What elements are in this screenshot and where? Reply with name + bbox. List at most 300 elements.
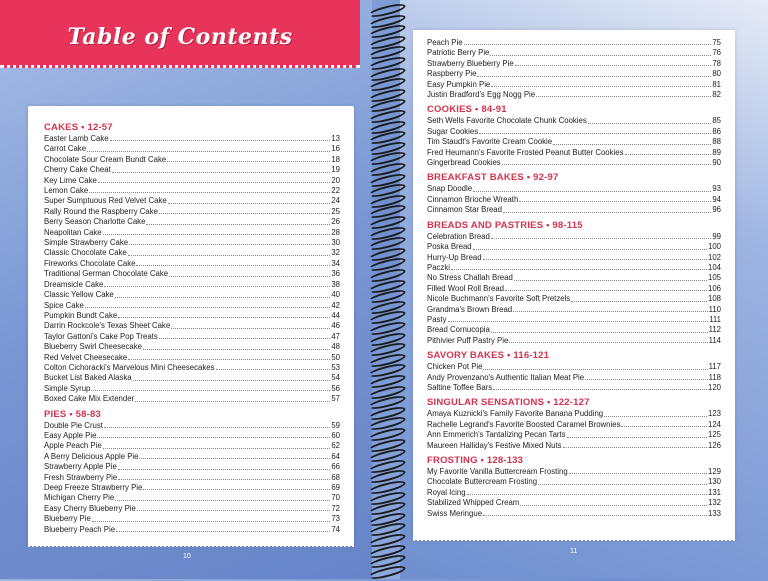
- toc-entry: [427, 383, 721, 393]
- entry-title: Fred Heumann's Favorite Frosted Peanut Butter Cookies: [427, 147, 624, 157]
- entry-page: 73: [331, 514, 340, 524]
- dot-leader: [139, 458, 330, 459]
- entry-page: 85: [712, 116, 721, 126]
- dot-leader: [588, 123, 712, 124]
- entry-page: 26: [331, 217, 340, 227]
- entry-page: 38: [331, 279, 340, 289]
- entry-title: Cinnamon Star Bread: [427, 205, 502, 215]
- toc-entry: [44, 384, 340, 394]
- entry-page: 86: [712, 126, 721, 136]
- dot-leader: [112, 172, 331, 173]
- entry-title: Chocolate Buttercream Frosting: [427, 477, 538, 487]
- section-heading: SINGULAR SENSATIONS • 122-127: [427, 397, 590, 409]
- entry-title: Red Velvet Cheesecake: [44, 352, 128, 362]
- entry-title: Rachelle Legrand's Favorite Boosted Caramel Brownies: [427, 419, 621, 429]
- entry-title: Easy Pumpkin Pie: [427, 79, 491, 89]
- dot-leader: [491, 86, 711, 87]
- toc-entry: [427, 325, 721, 335]
- entry-page: 53: [331, 362, 340, 372]
- entry-page: 75: [712, 38, 721, 47]
- toc-entry: [427, 38, 721, 48]
- entry-title: Chicken Pot Pie: [427, 362, 483, 372]
- toc-entry: [44, 311, 340, 321]
- toc-entry: [427, 116, 721, 126]
- entry-title: Easy Apple Pie: [44, 430, 97, 440]
- entry-page: 40: [331, 290, 340, 300]
- entry-title: Seth Wells Favorite Chocolate Chunk Cookies: [427, 116, 587, 126]
- dot-leader: [491, 332, 708, 333]
- entry-title: Classic Yellow Cake: [44, 290, 114, 300]
- toc-entry: [44, 155, 340, 165]
- dot-leader: [97, 437, 330, 438]
- entry-title: Fresh Strawberry Pie: [44, 472, 118, 482]
- entry-title: Cinnamon Brioche Wreath: [427, 194, 519, 204]
- entry-title: My Favorite Vanilla Buttercream Frosting: [427, 467, 568, 476]
- entry-title: Bread Cornucopia: [427, 325, 490, 335]
- entry-page: 90: [712, 158, 721, 168]
- toc-entry: [427, 441, 721, 451]
- entry-page: 54: [331, 373, 340, 383]
- dot-leader: [483, 369, 707, 370]
- entry-page: 56: [331, 383, 340, 393]
- spiral-binding: [364, 0, 410, 579]
- entry-page: 88: [712, 137, 721, 147]
- entry-page: 70: [331, 493, 340, 503]
- entry-title: Neapolitan Cake: [44, 227, 102, 237]
- entry-page: 69: [331, 483, 340, 492]
- entry-page: 74: [331, 524, 340, 534]
- toc-entry: [427, 373, 721, 383]
- entry-title: Easy Cherry Blueberry Pie: [44, 503, 136, 513]
- toc-entry: [44, 301, 340, 311]
- entry-page: 48: [331, 342, 340, 352]
- entry-page: 112: [708, 325, 721, 335]
- entry-page: 129: [707, 467, 721, 476]
- dot-leader: [103, 234, 331, 235]
- entry-title: Double Pie Crust: [44, 420, 103, 430]
- dot-leader: [493, 389, 707, 390]
- toc-entry: [427, 69, 721, 79]
- toc-entry: [427, 127, 721, 137]
- toc-entry: [44, 421, 340, 431]
- toc-entry: [427, 90, 721, 100]
- dot-leader: [621, 426, 707, 427]
- dot-leader: [137, 510, 330, 511]
- toc-entry: [44, 259, 340, 269]
- entry-title: Stabilized Whipped Cream: [427, 498, 520, 508]
- entry-title: Dreamsicle Cake: [44, 279, 104, 289]
- entry-page: 50: [331, 352, 340, 362]
- entry-page: 64: [331, 451, 340, 461]
- entry-page: 102: [707, 252, 721, 262]
- dot-leader: [467, 494, 707, 495]
- entry-page: 104: [707, 262, 721, 272]
- dot-leader: [473, 191, 711, 192]
- toc-entry: [44, 280, 340, 290]
- entry-title: Bucket List Baked Alaska: [44, 373, 132, 383]
- dot-leader: [451, 269, 707, 270]
- entry-page: 78: [712, 58, 721, 68]
- toc-panel-left: [28, 106, 354, 546]
- toc-entry: [427, 409, 721, 419]
- entry-title: Peach Pie: [427, 38, 463, 47]
- dot-leader: [169, 276, 330, 277]
- toc-entry: [44, 373, 340, 383]
- toc-entry: [44, 483, 340, 493]
- entry-page: 100: [707, 242, 721, 252]
- toc-entry: [44, 473, 340, 483]
- dot-leader: [85, 307, 330, 308]
- toc-entry: [427, 148, 721, 158]
- entry-title: Snap Doodle: [427, 184, 473, 194]
- toc-entry: [44, 207, 340, 217]
- entry-title: Gingerbread Cookies: [427, 158, 501, 168]
- entry-page: 123: [707, 409, 721, 419]
- toc-entry: [44, 332, 340, 342]
- entry-title: Ann Emmerich's Tantalizing Pecan Tarts: [427, 430, 566, 440]
- toc-entry: [44, 452, 340, 462]
- toc-entry: [44, 353, 340, 363]
- entry-title: Deep Freeze Strawberry Pie: [44, 483, 143, 492]
- toc-entry: [427, 263, 721, 273]
- entry-title: Pithivier Puff Pastry Pie: [427, 335, 509, 345]
- section-heading: SAVORY BAKES • 116-121: [427, 350, 550, 362]
- dot-leader: [110, 140, 331, 141]
- entry-title: Amaya Kuznicki's Family Favorite Banana Pudding: [427, 409, 604, 419]
- entry-page: 124: [707, 419, 721, 429]
- toc-entry: [44, 525, 340, 535]
- entry-page: 19: [331, 165, 340, 175]
- entry-title: Darrin Rockcole's Texas Sheet Cake: [44, 321, 171, 331]
- toc-entry: [427, 195, 721, 205]
- dot-leader: [625, 154, 712, 155]
- toc-entry: [427, 488, 721, 498]
- section-heading: BREAKFAST BAKES • 92-97: [427, 172, 559, 184]
- entry-title: Maureen Halliday's Festive Mixed Nuts: [427, 440, 562, 450]
- dot-leader: [477, 76, 711, 77]
- entry-page: 57: [331, 394, 340, 404]
- dot-leader: [505, 290, 707, 291]
- toc-entry: [44, 144, 340, 154]
- entry-title: Blueberry Swirl Cheesecake: [44, 342, 142, 352]
- dot-leader: [567, 437, 707, 438]
- dot-leader: [135, 401, 330, 402]
- entry-title: Carrot Cake: [44, 144, 87, 154]
- dot-leader: [167, 161, 330, 162]
- toc-entry: [44, 196, 340, 206]
- entry-page: 118: [708, 372, 721, 382]
- entry-page: 22: [331, 186, 340, 196]
- entry-page: 106: [707, 283, 721, 293]
- dot-leader: [553, 144, 711, 145]
- dot-leader: [128, 359, 330, 360]
- entry-title: Chocolate Sour Cream Bundt Cake: [44, 154, 167, 164]
- entry-page: 76: [712, 48, 721, 58]
- toc-entry: [427, 305, 721, 315]
- toc-entry: [427, 273, 721, 283]
- entry-title: Simple Syrup: [44, 383, 91, 393]
- entry-title: Taylor Gattoni's Cake Pop Treats: [44, 331, 158, 341]
- entry-title: Blueberry Peach Pie: [44, 524, 116, 534]
- toc-entry: [427, 59, 721, 69]
- entry-page: 120: [707, 382, 721, 392]
- entry-title: Hurry-Up Bread: [427, 252, 482, 262]
- entry-title: Rally Round the Raspberry Cake: [44, 206, 158, 216]
- wave-divider: [413, 537, 735, 541]
- entry-page: 62: [331, 441, 340, 451]
- entry-title: Lemon Cake: [44, 186, 89, 196]
- dot-leader: [115, 297, 331, 298]
- entry-page: 82: [712, 90, 721, 100]
- entry-page: 66: [331, 462, 340, 472]
- toc-entry: [44, 165, 340, 175]
- entry-page: 47: [331, 331, 340, 341]
- entry-page: 96: [712, 205, 721, 215]
- entry-title: Paczki: [427, 262, 450, 272]
- toc-entry: [44, 134, 340, 144]
- entry-title: Blueberry Pie: [44, 514, 91, 524]
- entry-page: 133: [707, 508, 721, 518]
- dot-leader: [513, 311, 707, 312]
- dot-leader: [563, 447, 707, 448]
- entry-title: Traditional German Chocolate Cake: [44, 269, 169, 279]
- toc-entry: [427, 184, 721, 194]
- entry-title: Royal Icing: [427, 487, 466, 497]
- dot-leader: [103, 448, 331, 449]
- entry-page: 125: [707, 430, 721, 440]
- entry-title: Filled Wool Roll Bread: [427, 283, 504, 293]
- toc-entry: [427, 430, 721, 440]
- dot-leader: [171, 328, 330, 329]
- toc-entry: [44, 462, 340, 472]
- entry-title: Raspberry Pie: [427, 69, 477, 79]
- title-banner: [0, 0, 360, 68]
- toc-entry: [44, 363, 340, 373]
- toc-entry: [44, 228, 340, 238]
- dot-leader: [585, 379, 707, 380]
- dot-leader: [569, 473, 707, 474]
- dot-leader: [89, 192, 330, 193]
- entry-page: 68: [331, 472, 340, 482]
- wave-divider: [28, 543, 354, 547]
- entry-page: 13: [331, 134, 340, 143]
- entry-page: 72: [331, 503, 340, 513]
- toc-entry: [44, 431, 340, 441]
- entry-title: Tim Staudt's Favorite Cream Cookie: [427, 137, 553, 147]
- toc-entry: [427, 509, 721, 519]
- toc-entry: [44, 394, 340, 404]
- entry-title: Celebration Bread: [427, 231, 490, 241]
- dot-leader: [448, 321, 709, 322]
- page-title: Table of Contents: [67, 24, 293, 50]
- toc-entry: [44, 504, 340, 514]
- entry-title: Easter Lamb Cake: [44, 134, 109, 143]
- entry-page: 131: [707, 487, 721, 497]
- toc-entry: [44, 176, 340, 186]
- dot-leader: [98, 182, 330, 183]
- dot-leader: [159, 338, 331, 339]
- entry-title: Cherry Cake Cheat: [44, 165, 111, 175]
- dot-leader: [483, 515, 707, 516]
- dot-leader: [490, 55, 711, 56]
- dot-leader: [520, 505, 707, 506]
- dot-leader: [503, 212, 711, 213]
- toc-entry: [427, 232, 721, 242]
- dot-leader: [515, 65, 712, 66]
- toc-entry: [44, 342, 340, 352]
- entry-title: Swiss Meringue: [427, 508, 483, 518]
- entry-title: Berry Season Charlotte Cake: [44, 217, 146, 227]
- dot-leader: [128, 255, 331, 256]
- entry-title: Patriotic Berry Pie: [427, 48, 490, 58]
- entry-title: Pumpkin Bundt Cake: [44, 310, 118, 320]
- dot-leader: [116, 531, 330, 532]
- entry-title: Spice Cake: [44, 300, 84, 310]
- entry-title: Andy Provenzano's Authentic Italian Meat Pie: [427, 372, 585, 382]
- toc-entry: [44, 493, 340, 503]
- dot-leader: [168, 203, 331, 204]
- dot-leader: [143, 489, 330, 490]
- toc-entry: [427, 158, 721, 168]
- entry-page: 99: [712, 231, 721, 241]
- entry-page: 105: [707, 273, 721, 283]
- entry-page: 117: [708, 362, 721, 372]
- dot-leader: [571, 301, 707, 302]
- entry-title: Classic Chocolate Cake: [44, 248, 127, 258]
- dot-leader: [115, 500, 330, 501]
- dot-leader: [479, 133, 711, 134]
- dot-leader: [514, 280, 707, 281]
- entry-page: 20: [331, 175, 340, 185]
- entry-page: 60: [331, 430, 340, 440]
- entry-page: 32: [331, 248, 340, 258]
- entry-title: Saltine Toffee Bars: [427, 382, 493, 392]
- entry-page: 46: [331, 321, 340, 331]
- dot-leader: [159, 213, 330, 214]
- dot-leader: [104, 427, 330, 428]
- entry-page: 30: [331, 238, 340, 248]
- entry-page: 36: [331, 269, 340, 279]
- entry-page: 81: [712, 79, 721, 89]
- entry-title: Key Lime Cake: [44, 175, 97, 185]
- entry-page: 93: [712, 184, 721, 194]
- dot-leader: [216, 369, 331, 370]
- dot-leader: [519, 201, 711, 202]
- toc-entry: [427, 242, 721, 252]
- toc-entry: [44, 217, 340, 227]
- entry-page: 89: [712, 147, 721, 157]
- entry-page: 34: [331, 258, 340, 268]
- entry-title: Pasty: [427, 314, 447, 324]
- entry-page: 80: [712, 69, 721, 79]
- entry-title: Justin Bradford's Egg Nogg Pie: [427, 90, 536, 100]
- entry-page: 110: [708, 304, 721, 314]
- dot-leader: [143, 349, 330, 350]
- entry-page: 18: [331, 154, 340, 164]
- entry-title: Boxed Cake Mix Extender: [44, 394, 135, 404]
- dot-leader: [91, 390, 330, 391]
- section-heading: FROSTING • 128-133: [427, 455, 524, 466]
- entry-title: Super Sumptuous Red Velvet Cake: [44, 196, 167, 206]
- toc-entry: [427, 336, 721, 346]
- dot-leader: [538, 484, 707, 485]
- dot-leader: [509, 342, 707, 343]
- page-number-left: 10: [183, 553, 191, 560]
- entry-title: No Stress Challah Bread: [427, 273, 513, 283]
- toc-entry: [427, 477, 721, 487]
- entry-title: Colton Cichoracki's Marvelous Mini Cheesecakes: [44, 362, 215, 372]
- entry-title: Fireworks Chocolate Cake: [44, 258, 136, 268]
- toc-entry: [427, 467, 721, 477]
- entry-title: Simple Strawberry Cake: [44, 238, 129, 248]
- entry-page: 24: [331, 196, 340, 206]
- dot-leader: [118, 317, 330, 318]
- dot-leader: [129, 244, 330, 245]
- toc-entry: [427, 253, 721, 263]
- dot-leader: [136, 265, 330, 266]
- toc-entry: [427, 498, 721, 508]
- toc-entry: [44, 269, 340, 279]
- entry-page: 126: [707, 440, 721, 450]
- dot-leader: [133, 380, 331, 381]
- toc-entry: [427, 48, 721, 58]
- dot-leader: [536, 96, 711, 97]
- entry-title: A Berry Delicious Apple Pie: [44, 451, 139, 461]
- section-heading: BREADS AND PASTRIES • 98-115: [427, 219, 583, 231]
- dot-leader: [104, 286, 330, 287]
- section-heading: PIES • 58-83: [44, 408, 101, 420]
- toc-entry: [427, 315, 721, 325]
- toc-entry: [44, 441, 340, 451]
- dot-leader: [502, 164, 712, 165]
- entry-page: 114: [708, 335, 721, 345]
- entry-title: Sugar Cookies: [427, 126, 479, 136]
- dot-leader: [491, 238, 711, 239]
- toc-entry: [427, 137, 721, 147]
- dot-leader: [483, 259, 707, 260]
- dot-leader: [146, 224, 330, 225]
- entry-page: 25: [331, 206, 340, 216]
- toc-panel-right: [413, 30, 735, 540]
- toc-entry: [44, 248, 340, 258]
- dot-leader: [473, 249, 707, 250]
- entry-page: 59: [331, 420, 340, 430]
- entry-title: Strawberry Apple Pie: [44, 462, 117, 472]
- entry-page: 16: [331, 144, 340, 154]
- toc-entry: [427, 284, 721, 294]
- toc-entry: [44, 186, 340, 196]
- toc-entry: [427, 420, 721, 430]
- toc-entry: [427, 205, 721, 215]
- entry-title: Grandma's Brown Bread: [427, 304, 513, 314]
- toc-entry: [44, 321, 340, 331]
- toc-entry: [427, 362, 721, 372]
- page-number-right: 11: [570, 548, 578, 555]
- dot-leader: [118, 469, 331, 470]
- entry-title: Nicole Buchmann's Favorite Soft Pretzels: [427, 294, 571, 304]
- section-heading: CAKES • 12-57: [44, 122, 113, 133]
- entry-title: Apple Peach Pie: [44, 441, 102, 451]
- dot-leader: [604, 416, 707, 417]
- dot-leader: [118, 479, 330, 480]
- entry-page: 132: [707, 498, 721, 508]
- toc-entry: [44, 514, 340, 524]
- entry-title: Poska Bread: [427, 242, 472, 252]
- dot-leader: [464, 44, 712, 45]
- entry-title: Strawberry Blueberry Pie: [427, 58, 514, 68]
- entry-page: 42: [331, 300, 340, 310]
- entry-page: 44: [331, 310, 340, 320]
